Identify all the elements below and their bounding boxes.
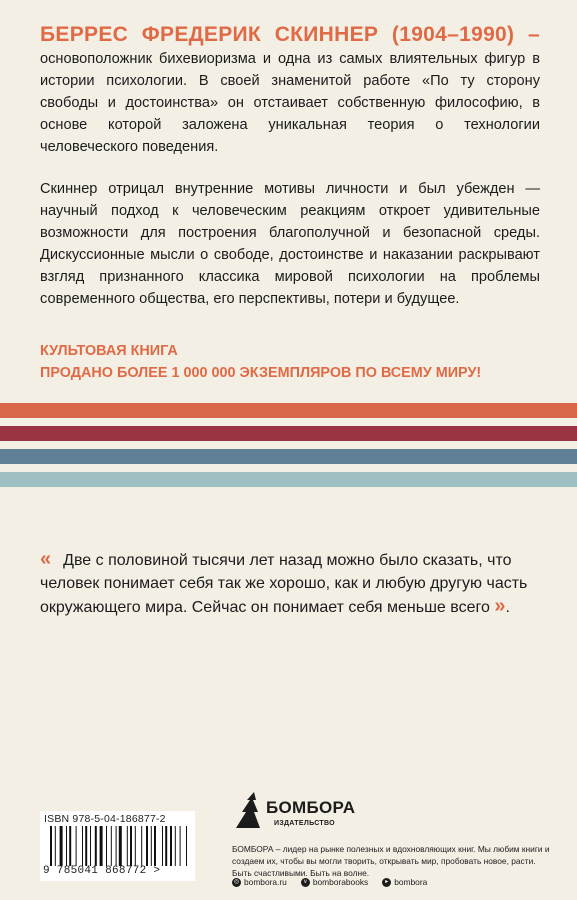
decorative-stripe-2	[0, 426, 577, 441]
barcode	[40, 811, 195, 881]
publisher-description: БОМБОРА – лидер на рынке полезных и вдохновляющих книг. Мы любим книги и создаем их, чтобы вы могли творить, открывать мир, пробовать новое, расти. Быть счастливыми. Быть на волне.	[232, 844, 550, 878]
social-label-site: bombora.ru	[244, 877, 287, 887]
author-title: БЕРРЕС ФРЕДЕРИК СКИННЕР (1904–1990) –	[40, 23, 540, 46]
decorative-stripe-1	[0, 403, 577, 418]
quote-open-mark: «	[40, 548, 52, 570]
instagram-icon: ◎	[233, 878, 240, 885]
social-item-site[interactable]	[232, 877, 287, 887]
quote-close-mark: »	[494, 595, 506, 617]
promo-line-sales: ПРОДАНО БОЛЕЕ 1 000 000 ЭКЗЕМПЛЯРОВ ПО ВСЕМУ МИРУ!	[40, 365, 482, 381]
social-item-telegram[interactable]	[382, 877, 427, 887]
logo-name: БОМБОРА	[266, 798, 356, 817]
promo-block	[40, 340, 550, 384]
social-item-vk[interactable]	[301, 877, 368, 887]
quote-block: « Две с половиной тысячи лет назад можно было сказать, что человек понимает себя так же хорошо, как и любую другую часть окружающего мира. Сейчас он понимает себя меньше всего ».	[40, 548, 528, 617]
social-label-vk: bomborabooks	[312, 877, 369, 887]
telegram-youtube-icon: ▸	[382, 878, 391, 887]
social-label-telegram: bombora	[394, 877, 428, 887]
intro-text: основоположник бихевиоризма и одна из самых влиятельных фигур в истории психологии. В своей знаменитой работе «По ту сторону свободы и достоинства» он отстаивает собственную философию, в основе которой заложена уникальная теория о технологии человеческого поведения.	[40, 51, 540, 155]
quote-text: Две с половиной тысячи лет назад можно было сказать, что человек понимает себя так же хорошо, как и любую другую часть окружающего мира. Сейчас он понимает себя меньше всего	[40, 552, 528, 616]
decorative-stripe-3	[0, 449, 577, 464]
decorative-stripe-4	[0, 472, 577, 487]
intro-paragraph	[40, 24, 540, 158]
barcode-bars	[50, 826, 190, 866]
publisher-logo	[232, 790, 382, 838]
social-links	[232, 877, 552, 887]
bombora-logo-icon	[232, 790, 264, 830]
logo-subtitle: ИЗДАТЕЛЬСТВО	[274, 820, 335, 827]
barcode-number: 9 785041 868772 >	[43, 865, 161, 877]
promo-line-cult: КУЛЬТОВАЯ КНИГА	[40, 343, 178, 359]
vk-icon: v	[301, 878, 310, 887]
isbn-label: ISBN 978-5-04-186877-2	[44, 813, 166, 825]
description-paragraph: Скиннер отрицал внутренние мотивы личности и был убежден — научный подход к человеческим реакциям откроет удивительные возможности для построения благополучной и безопасной среды. Дискуссионные мысли о свободе, достоинстве и наказании раскрывают взгляд признанного классика мировой психологии на проблемы современного общества, его перспективы, потери и будущее.	[40, 181, 540, 307]
